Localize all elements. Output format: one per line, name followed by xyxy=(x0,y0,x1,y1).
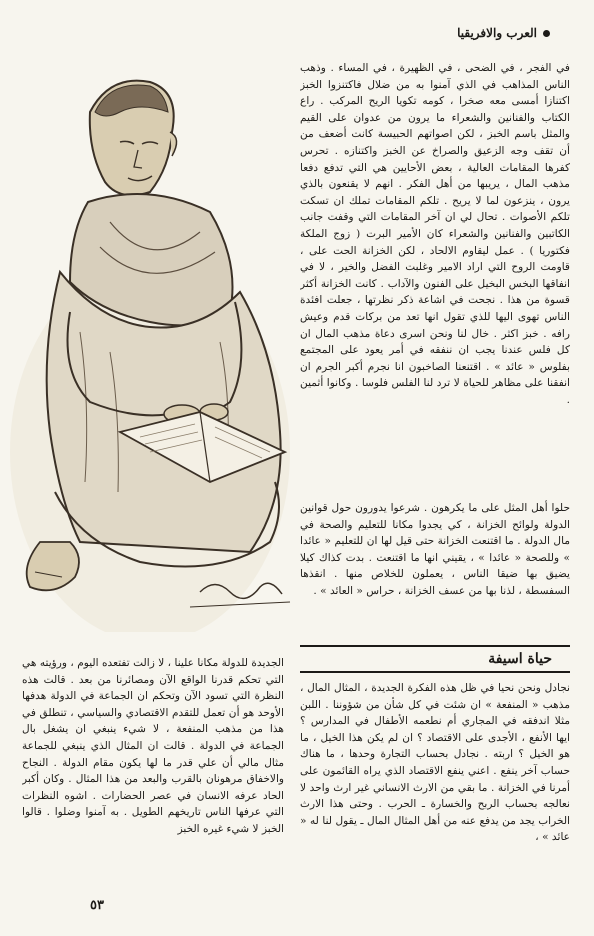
article-text-middle xyxy=(300,500,570,630)
running-head-text: العرب والافريقيا xyxy=(457,26,537,40)
paragraph: نجادل ونحن نحيا في ظل هذه الفكرة الجديدة ، المثال المال ، مذهب « المنفعة » ان شئت في كل شأن من شؤوننا . اللبن مثلا اندفقه في المجاري أم نطعمه الأطفال في المدارس ؟ ايها الأنفع ، الأجدى على الاقتصاد ؟ ان لم يكن هذا الخيل ، ما هو الخيل ؟ اربته . نجادل بحساب التجارة وحدها ، ما هناك حساب آخر ينفع . اعني ينفع الاقتصاد الذي يراه القائمون على أمرنا في الخزانة . ما بقي من الارث الانساني غير ارث واحد لا نعالجه بحساب الربح والخسارة ـ الحرب . وحتى هذا الارث الخراب يجد من يدفع عنه من أهل المثال المال ـ يقول لنا له « عائد » ، xyxy=(300,682,570,844)
section-heading xyxy=(300,645,570,673)
paragraph: الجديدة للدولة مكانا علينا ، لا زالت تفتعده اليوم ، ورؤيته هي التي تحكم قدرنا الواقع الآن ومصائرنا من بعد . قالت هذه النظرة التي تسود الآن وتحكم ان الجماعة في الدولة هدفها الأوحد هو أن تعمل للتقدم الاقتصادي والسياسي ، تنطلق في هذا من مذهب المنفعة ، لا شيء ينبغي ان يشغل بال الجماعة في الدولة . قالت ان المثال الذي ينبغي للجماعة مثال مالي أن علي قدر ما لها يكون مقام الدولة . النجاح والاخفاق مرهونان بالقرب والبعد من هذا المثال . وكان أكبر الحاد عرفه الانسان في عصر الحضارات . اشوه النظرات التي عرفها الناس تاريخهم الطويل . به آمنوا وضلوا . قالوا الخبز لا شيء غيره الخبز xyxy=(22,657,284,835)
running-head xyxy=(457,26,550,40)
bullet-icon xyxy=(543,30,550,37)
paragraph: حلوا أهل المثل على ما يكرهون . شرعوا يدورون حول قوانين الدولة ولوائح الخزانة ، كي يجدوا مكانا للتعليم والصحة في مال الدولة . ما اقتنعت الخزانة حتى قيل لها ان للتعليم « عائدا » وللصحة « عائدا » ، يقيني انها ما اقتنعت . بدت كذاك كيلا يضيق بها ضيقا الناس ، يعملون للخلاص منها . انقذها السفسطة ، لذنا بها من عسف الخزانة ، حراس « العائد » . xyxy=(300,502,570,597)
article-text-bottom-right xyxy=(300,680,570,880)
seated-scribe-illustration xyxy=(0,72,300,632)
paragraph: في الفجر ، في الضحى ، في الظهيرة ، في المساء . وذهب الناس المذاهب في الذي آمنوا به من ضلال فاكتنزوا الخبز اكتنازا أمسى معه صخرا ، كومه تكويا الريح المركب . راع الكتاب والفنانين والشعراء ما يرون من عدوان على القيم والمثل باسم الخبز ، لكن اصواتهم الحبيسة كانت أضعف من أن تقف وجه الزعيق والصراخ عن الخبز واكتنازه . تحرس كفرها المقامات العالية ، بعض الأحايين هي التي تدفع دفعا مذهب المال ، يريبها من أهل الفكر . انهم لا يقنعون بالذي يرون ، ينزعون لما لا يريح . تلكم المقامات تملك ان تسكت تلكم الأصوات . تحال لي ان آخر المقامات التي وقفت جانب الكاتبين والفنانين والشعراء كان الأمير البرت ( زوج الملكة فكتوريا ) . عمل ليقاوم الالحاد ، لكن الخزانة الحت على ، قاومت الروح التي اراد الامير وغلبت الفضل والخير ، لا في انفاقها البخس البخيل على الفنون والآداب . كانت الخزانة أكثر قسوة من هذا . نجحت في اشاعة ذكر نظرتها ، جعلت افئدة الناس تهوى اليها للذي تقول انها تعد من بركات قدم وعيش رافه . خبز اكثر . خال لنا ونحن اسرى دعاة مذهب المال ان كل فلس عندنا يجب ان ننفقه في أمر يعود على المجتمع بفلوس « عائد » . اقتنعنا الصاخبون انا نجرم أكبر الجرم ان انفقنا على مظاهر للحياة لا ترد لنا الفلس فلوسا . وكانوا أثمين . xyxy=(300,62,570,406)
page-number: ٥٣ xyxy=(90,898,104,913)
article-text-bottom-left xyxy=(22,655,284,881)
section-title: حياة اسيفة xyxy=(488,651,552,667)
article-text-upper xyxy=(300,60,570,482)
